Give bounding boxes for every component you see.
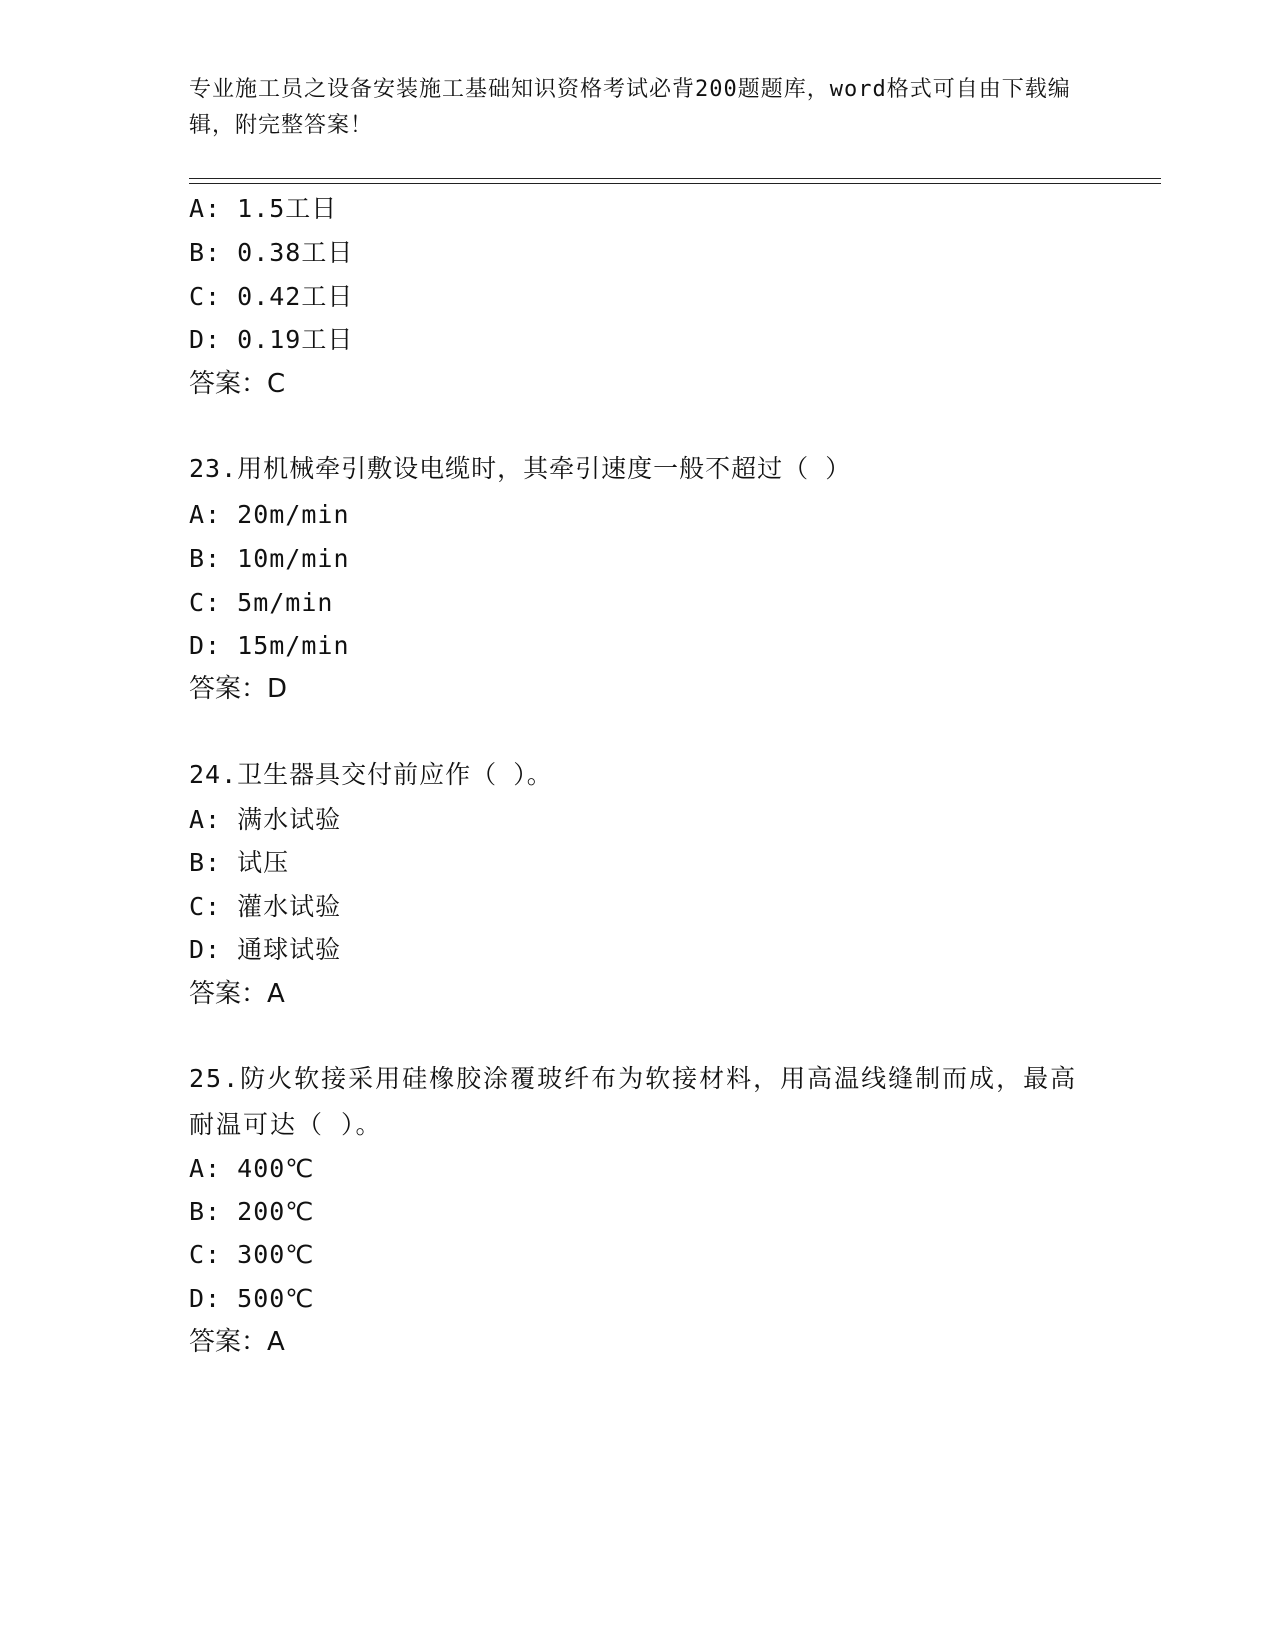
q25-question: 25.防火软接采用硅橡胶涂覆玻纤布为软接材料，用高温线缝制而成，最高耐温可达（ ）。: [189, 1064, 1078, 1139]
q22-option-d: D: 0.19工日: [189, 325, 354, 354]
q23-option-d: D: 15m/min: [189, 631, 350, 660]
q24-option-a: A: 满水试验: [189, 805, 342, 834]
q25-option-c: C: 300℃: [189, 1240, 315, 1269]
header-rule-bottom: [189, 183, 1161, 184]
q24-option-b: B: 试压: [189, 848, 290, 877]
document-header: 专业施工员之设备安装施工基础知识资格考试必背200题题库，word格式可自由下载编辑，附完整答案！: [189, 77, 1071, 138]
q23-option-c: C: 5m/min: [189, 588, 334, 617]
q22-option-c: C: 0.42工日: [189, 282, 354, 311]
q22-answer: 答案：C: [189, 369, 286, 399]
q23-option-b: B: 10m/min: [189, 544, 350, 573]
q25-option-a: A: 400℃: [189, 1154, 315, 1183]
q23-option-a: A: 20m/min: [189, 500, 350, 529]
q24-answer: 答案：A: [189, 979, 285, 1009]
q25-option-b: B: 200℃: [189, 1197, 315, 1226]
header-rule-top: [189, 178, 1161, 179]
q24-question: 24.卫生器具交付前应作（ ）。: [189, 760, 553, 789]
q23-answer: 答案：D: [189, 674, 288, 704]
q22-option-a: A: 1.5工日: [189, 194, 338, 223]
q25-answer: 答案：A: [189, 1327, 285, 1357]
q24-option-c: C: 灌水试验: [189, 892, 342, 921]
q24-option-d: D: 通球试验: [189, 935, 342, 964]
q25-option-d: D: 500℃: [189, 1284, 315, 1313]
q22-option-b: B: 0.38工日: [189, 238, 354, 267]
q23-question: 23.用机械牵引敷设电缆时，其牵引速度一般不超过（ ）: [189, 454, 852, 483]
